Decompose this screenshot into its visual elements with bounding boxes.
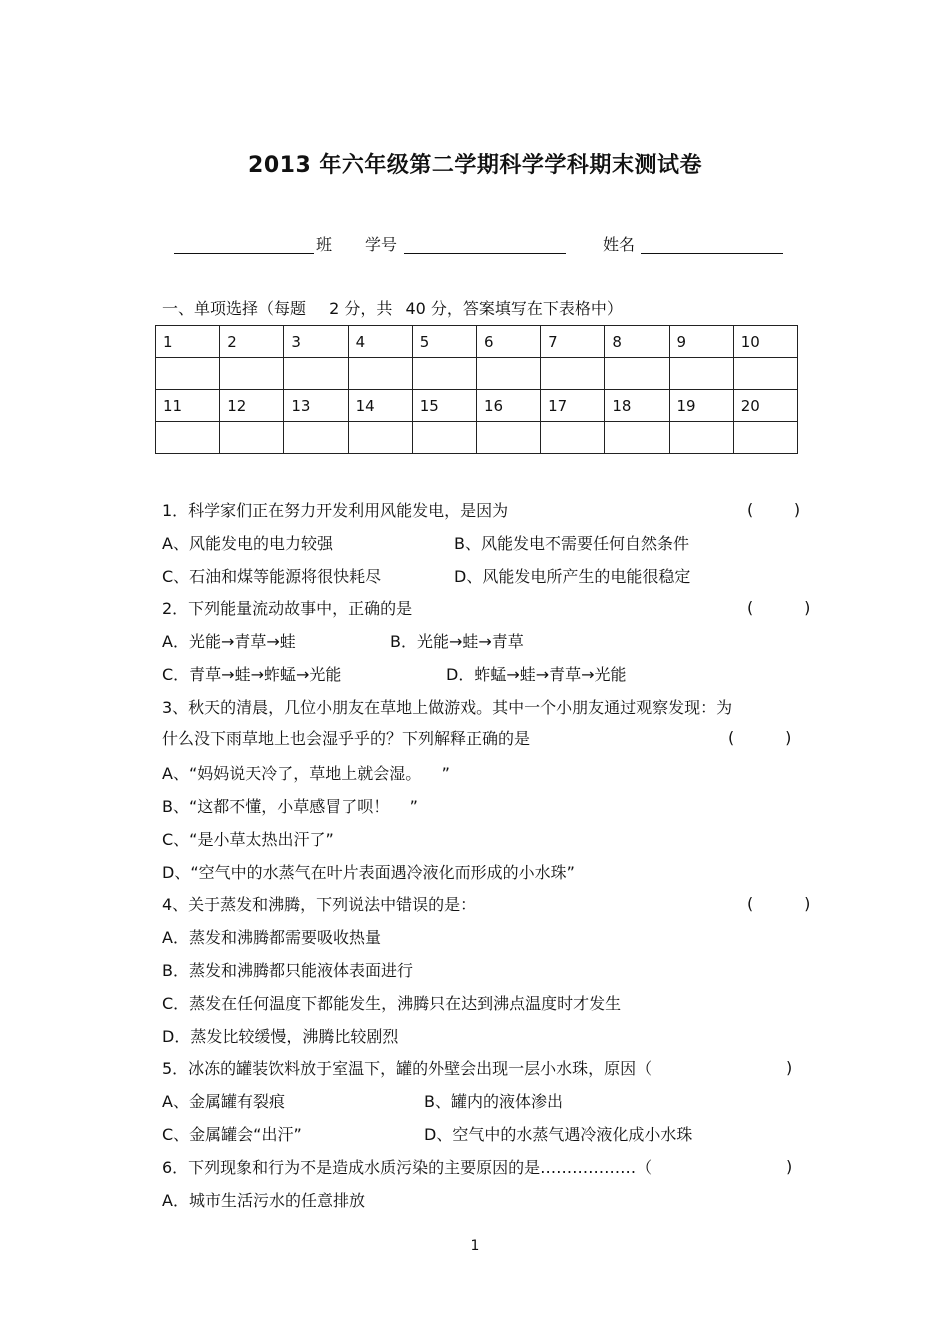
answer-blank-cell[interactable] bbox=[412, 358, 476, 390]
q2-stem: 2．下列能量流动故事中，正确的是 bbox=[162, 599, 413, 618]
answer-blank-cell[interactable] bbox=[156, 358, 220, 390]
student-info-line bbox=[0, 232, 950, 256]
q5-option-b: B、罐内的液体渗出 bbox=[424, 1092, 563, 1111]
answer-number-cell: 2 bbox=[220, 326, 284, 358]
section-heading-part-c: 40 分，答案填写在下表格中） bbox=[405, 299, 623, 318]
q3-option-a: A、“妈妈说天冷了，草地上就会湿。 ” bbox=[162, 764, 450, 783]
q2-option-c: C．青草→蛙→蚱蜢→光能 bbox=[162, 665, 342, 684]
q4-stem: 4、关于蒸发和沸腾，下列说法中错误的是： bbox=[162, 895, 477, 914]
q3-answer-paren[interactable]: ( ) bbox=[728, 728, 792, 747]
q1-option-d: D、风能发电所产生的电能很稳定 bbox=[454, 567, 691, 586]
q2-answer-paren[interactable]: ( ) bbox=[747, 598, 811, 617]
answer-blank-cell[interactable] bbox=[348, 358, 412, 390]
page-title: 2013 年六年级第二学期科学学科期末测试卷 bbox=[248, 153, 702, 178]
answer-blank-cell[interactable] bbox=[284, 358, 348, 390]
answer-number-cell: 7 bbox=[541, 326, 605, 358]
answer-number-cell: 12 bbox=[220, 390, 284, 422]
answer-blank-cell[interactable] bbox=[605, 422, 669, 454]
q1-option-b: B、风能发电不需要任何自然条件 bbox=[454, 534, 689, 553]
number-blank[interactable] bbox=[404, 253, 566, 254]
answer-number-cell: 17 bbox=[541, 390, 605, 422]
answer-number-row bbox=[156, 390, 798, 422]
q4-option-d: D．蒸发比较缓慢，沸腾比较剧烈 bbox=[162, 1027, 399, 1046]
answer-blank-cell[interactable] bbox=[476, 422, 540, 454]
answer-number-cell: 6 bbox=[476, 326, 540, 358]
answer-blank-cell[interactable] bbox=[669, 358, 733, 390]
answer-number-cell: 1 bbox=[156, 326, 220, 358]
answer-number-cell: 15 bbox=[412, 390, 476, 422]
page-number: 1 bbox=[470, 1238, 480, 1254]
name-blank[interactable] bbox=[641, 253, 783, 254]
q2-option-b: B．光能→蛙→青草 bbox=[390, 632, 524, 651]
q1-option-c: C、石油和煤等能源将很快耗尽 bbox=[162, 567, 382, 586]
q4-option-b: B．蒸发和沸腾都只能液体表面进行 bbox=[162, 961, 413, 980]
answer-number-cell: 13 bbox=[284, 390, 348, 422]
answer-number-cell: 14 bbox=[348, 390, 412, 422]
answer-number-cell: 20 bbox=[733, 390, 797, 422]
q1-stem: 1．科学家们正在努力开发利用风能发电，是因为 bbox=[162, 501, 509, 520]
q4-option-a: A．蒸发和沸腾都需要吸收热量 bbox=[162, 928, 381, 947]
answer-number-cell: 11 bbox=[156, 390, 220, 422]
q6-answer-paren[interactable]: ) bbox=[786, 1157, 793, 1176]
answer-number-cell: 8 bbox=[605, 326, 669, 358]
answer-blank-cell[interactable] bbox=[541, 358, 605, 390]
section-heading bbox=[162, 296, 623, 319]
answer-number-cell: 16 bbox=[476, 390, 540, 422]
answer-number-cell: 5 bbox=[412, 326, 476, 358]
answer-number-cell: 3 bbox=[284, 326, 348, 358]
q6-stem: 6．下列现象和行为不是造成水质污染的主要原因的是………………（ bbox=[162, 1158, 653, 1177]
answer-blank-cell[interactable] bbox=[412, 422, 476, 454]
q1-answer-paren[interactable]: ( ) bbox=[747, 500, 801, 519]
answer-blank-cell[interactable] bbox=[156, 422, 220, 454]
q4-option-c: C．蒸发在任何温度下都能发生，沸腾只在达到沸点温度时才发生 bbox=[162, 994, 622, 1013]
q3-option-c: C、“是小草太热出汗了” bbox=[162, 830, 334, 849]
answer-blank-cell[interactable] bbox=[605, 358, 669, 390]
answer-blank-row bbox=[156, 422, 798, 454]
section-heading-part-a: 一、单项选择（每题 bbox=[162, 299, 307, 318]
answer-number-row bbox=[156, 326, 798, 358]
answer-number-cell: 9 bbox=[669, 326, 733, 358]
q5-stem: 5．冰冻的罐装饮料放于室温下，罐的外壁会出现一层小水珠，原因（ bbox=[162, 1059, 653, 1078]
answer-blank-cell[interactable] bbox=[220, 422, 284, 454]
name-label: 姓名 bbox=[603, 235, 636, 254]
q3-stem-line2: 什么没下雨草地上也会湿乎乎的？下列解释正确的是 bbox=[162, 729, 531, 748]
answer-number-cell: 10 bbox=[733, 326, 797, 358]
section-heading-part-b: 2 分，共 bbox=[329, 299, 393, 318]
q3-option-d: D、“空气中的水蒸气在叶片表面遇冷液化而形成的小水珠” bbox=[162, 863, 575, 882]
q3-option-b: B、“这都不懂，小草感冒了呗！ ” bbox=[162, 797, 418, 816]
answer-blank-row bbox=[156, 358, 798, 390]
answer-blank-cell[interactable] bbox=[541, 422, 605, 454]
answer-blank-cell[interactable] bbox=[220, 358, 284, 390]
q5-option-d: D、空气中的水蒸气遇冷液化成小水珠 bbox=[424, 1125, 693, 1144]
answer-blank-cell[interactable] bbox=[733, 422, 797, 454]
class-label: 班 bbox=[316, 235, 333, 254]
q1-option-a: A、风能发电的电力较强 bbox=[162, 534, 333, 553]
answer-blank-cell[interactable] bbox=[284, 422, 348, 454]
number-label: 学号 bbox=[365, 235, 398, 254]
answer-blank-cell[interactable] bbox=[669, 422, 733, 454]
answer-blank-cell[interactable] bbox=[476, 358, 540, 390]
q3-stem-line1: 3、秋天的清晨，几位小朋友在草地上做游戏。其中一个小朋友通过观察发现：为 bbox=[162, 698, 733, 717]
q2-option-a: A．光能→青草→蛙 bbox=[162, 632, 296, 651]
answer-number-cell: 19 bbox=[669, 390, 733, 422]
answer-number-cell: 4 bbox=[348, 326, 412, 358]
answer-blank-cell[interactable] bbox=[348, 422, 412, 454]
q5-option-c: C、金属罐会“出汗” bbox=[162, 1125, 302, 1144]
answer-blank-cell[interactable] bbox=[733, 358, 797, 390]
q5-option-a: A、金属罐有裂痕 bbox=[162, 1092, 285, 1111]
q6-option-a: A．城市生活污水的任意排放 bbox=[162, 1191, 365, 1210]
q4-answer-paren[interactable]: ( ) bbox=[747, 894, 811, 913]
q5-answer-paren[interactable]: ) bbox=[786, 1058, 793, 1077]
q2-option-d: D．蚱蜢→蛙→青草→光能 bbox=[446, 665, 627, 684]
class-blank[interactable] bbox=[174, 253, 314, 254]
answer-number-cell: 18 bbox=[605, 390, 669, 422]
answer-table bbox=[155, 325, 798, 454]
